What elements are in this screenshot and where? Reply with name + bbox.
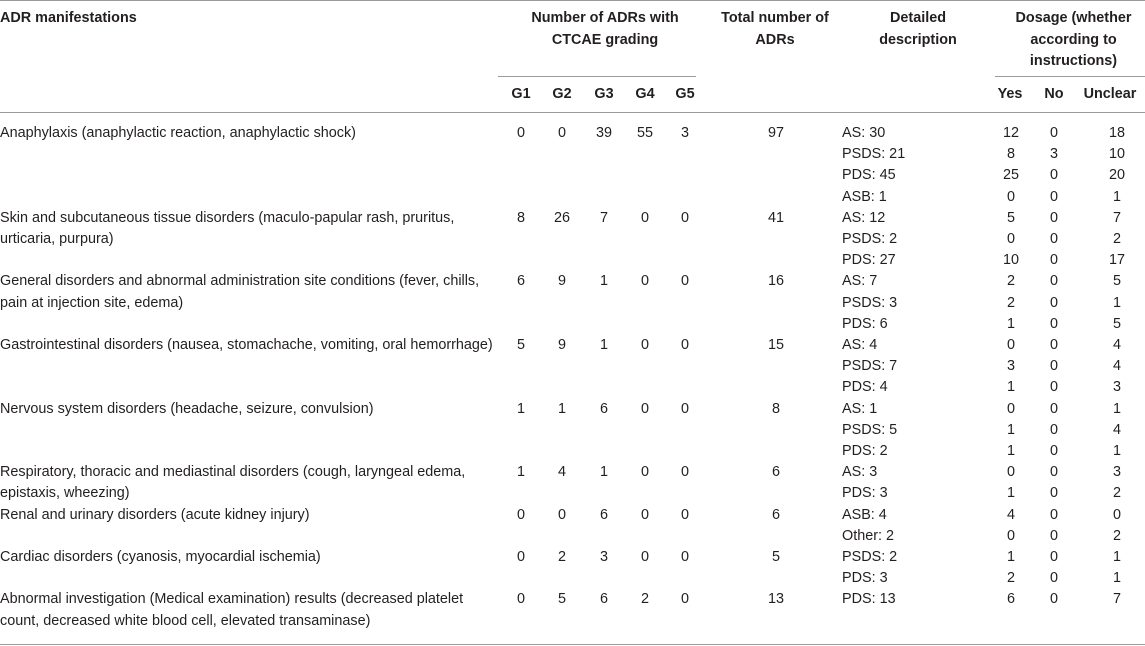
- adr-manifestation: Skin and subcutaneous tissue disorders (maculo-papular rash, pruritus, urticaria, purpura): [0, 209, 455, 247]
- grade-g5-count: 0: [680, 273, 689, 290]
- detailed-description: ASB: 1: [842, 188, 887, 205]
- detailed-description: AS: 30: [842, 125, 886, 141]
- detailed-description: PDS: 45: [842, 167, 896, 184]
- detailed-description: AS: 1: [842, 400, 878, 417]
- adr-manifestation: Respiratory, thoracic and mediastinal disorders (cough, laryngeal edema, epistaxis, wheezing): [0, 464, 466, 502]
- dosage-no-count: 0: [1049, 527, 1058, 544]
- dosage-no-count: 0: [1049, 252, 1058, 269]
- table-top-rule: [0, 0, 1145, 1]
- dosage-no-count: 0: [1049, 591, 1058, 608]
- dosage-no-count: 0: [1049, 485, 1058, 502]
- header-grade-g4: G4: [635, 86, 655, 102]
- dosage-unclear-count: 17: [1108, 252, 1125, 269]
- dosage-yes-count: 5: [1006, 209, 1015, 226]
- dosage-no-count: 0: [1049, 464, 1058, 481]
- grade-g2-count: 9: [557, 337, 566, 353]
- dosage-no-count: 0: [1049, 549, 1058, 565]
- adr-manifestation: Anaphylaxis (anaphylactic reaction, anaphylactic shock): [0, 125, 356, 141]
- grade-g5-count: 0: [680, 400, 689, 417]
- detailed-description: PSDS: 2: [842, 231, 898, 247]
- dosage-yes-count: 1: [1006, 315, 1015, 332]
- dosage-no-count: 0: [1049, 358, 1058, 375]
- dosage-unclear-count: 3: [1112, 464, 1121, 481]
- grade-g4-count: 2: [640, 591, 649, 608]
- grade-g4-count: 0: [640, 549, 649, 565]
- grade-g1-count: 0: [516, 549, 525, 565]
- grade-g5-count: 3: [680, 125, 689, 141]
- total-adr-count: 8: [771, 400, 780, 417]
- detailed-description: PDS: 2: [842, 443, 888, 459]
- header-total: Total number of ADRs: [721, 10, 829, 48]
- dosage-no-count: 0: [1049, 231, 1058, 247]
- dosage-yes-count: 8: [1006, 146, 1015, 163]
- dosage-yes-count: 12: [1002, 125, 1019, 141]
- dosage-unclear-count: 3: [1112, 379, 1121, 396]
- grade-g1-count: 8: [516, 209, 525, 226]
- dosage-no-count: 0: [1049, 570, 1058, 587]
- grade-g2-count: 5: [557, 591, 566, 608]
- detailed-description: PSDS: 7: [842, 358, 898, 375]
- dosage-yes-count: 2: [1006, 273, 1015, 290]
- dosage-unclear-count: 18: [1108, 125, 1125, 141]
- grade-g2-count: 2: [557, 549, 566, 565]
- grade-g3-count: 6: [599, 506, 608, 523]
- grade-g2-count: 9: [557, 273, 566, 290]
- grade-g4-count: 0: [640, 464, 649, 481]
- grade-g1-count: 0: [516, 125, 525, 141]
- dosage-unclear-count: 7: [1112, 209, 1121, 226]
- dosage-yes-count: 0: [1006, 188, 1015, 205]
- total-adr-count: 97: [767, 125, 784, 141]
- detailed-description: PDS: 27: [842, 252, 896, 269]
- dosage-unclear-count: 2: [1112, 527, 1121, 544]
- dosage-no-count: 0: [1049, 379, 1058, 396]
- grade-g5-count: 0: [680, 549, 689, 565]
- detailed-description: PDS: 13: [842, 591, 896, 608]
- grade-g1-count: 1: [516, 400, 525, 417]
- dosage-yes-count: 1: [1006, 421, 1015, 438]
- dosage-unclear-count: 7: [1112, 591, 1121, 608]
- adr-manifestation: Abnormal investigation (Medical examination) results (decreased platelet count, decreased white blood cell, elevated transaminase): [0, 591, 464, 629]
- grade-g3-count: 1: [599, 337, 608, 353]
- dosage-unclear-count: 2: [1112, 231, 1121, 247]
- dosage-no-count: 0: [1049, 315, 1058, 332]
- header-detailed-description: Detailed description: [879, 10, 957, 48]
- dosage-no-count: 0: [1049, 506, 1058, 523]
- grade-g5-count: 0: [680, 506, 689, 523]
- grade-g2-count: 4: [557, 464, 566, 481]
- dosage-unclear-count: 1: [1112, 443, 1121, 459]
- total-adr-count: 6: [771, 506, 780, 523]
- dosage-no-count: 0: [1049, 167, 1058, 184]
- dosage-yes-count: 4: [1006, 506, 1015, 523]
- grade-g1-count: 6: [516, 273, 525, 290]
- grade-g4-count: 0: [640, 506, 649, 523]
- detailed-description: AS: 12: [842, 209, 886, 226]
- detailed-description: AS: 7: [842, 273, 878, 290]
- total-adr-count: 16: [767, 273, 784, 290]
- dosage-no-count: 0: [1049, 209, 1058, 226]
- dosage-unclear-count: 4: [1112, 421, 1121, 438]
- header-grade-g3: G3: [594, 86, 614, 102]
- dosage-yes-count: 1: [1006, 443, 1015, 459]
- dosage-unclear-count: 4: [1112, 358, 1121, 375]
- dosage-no-count: 0: [1049, 443, 1058, 459]
- total-adr-count: 13: [767, 591, 784, 608]
- detailed-description: PSDS: 2: [842, 549, 898, 565]
- dosage-no-count: 0: [1049, 294, 1058, 311]
- grade-g5-count: 0: [680, 464, 689, 481]
- detailed-description: AS: 4: [842, 337, 878, 353]
- dosage-unclear-count: 5: [1112, 315, 1121, 332]
- total-adr-count: 15: [767, 337, 784, 353]
- dosage-no-count: 0: [1049, 421, 1058, 438]
- grade-g2-count: 0: [557, 125, 566, 141]
- grade-g5-count: 0: [680, 591, 689, 608]
- grade-g3-count: 3: [599, 549, 608, 565]
- grade-g1-count: 0: [516, 506, 525, 523]
- header-dosage-unclear: Unclear: [1083, 86, 1137, 102]
- dosage-yes-count: 0: [1006, 337, 1015, 353]
- dosage-unclear-count: 1: [1112, 549, 1121, 565]
- dosage-yes-count: 0: [1006, 464, 1015, 481]
- header-grade-g1: G1: [511, 86, 531, 102]
- grade-g3-count: 6: [599, 591, 608, 608]
- grade-g4-count: 0: [640, 209, 649, 226]
- header-dosage-group: Dosage (whether according to instructions): [1015, 10, 1132, 69]
- adr-manifestation: General disorders and abnormal administration site conditions (fever, chills, pain at injection site, edema): [0, 273, 480, 311]
- header-grade-g2: G2: [552, 86, 572, 102]
- table-bottom-rule: [0, 644, 1145, 645]
- dosage-yes-count: 1: [1006, 485, 1015, 502]
- grade-g3-count: 1: [599, 273, 608, 290]
- dosage-no-count: 0: [1049, 188, 1058, 205]
- dosage-unclear-count: 0: [1112, 506, 1121, 523]
- adr-manifestation: Cardiac disorders (cyanosis, myocardial ischemia): [0, 549, 321, 565]
- detailed-description: Other: 2: [842, 527, 894, 544]
- ctcae-group-rule: [498, 76, 696, 77]
- grade-g4-count: 0: [640, 337, 649, 353]
- header-ctcae-group: Number of ADRs with CTCAE grading: [531, 10, 679, 48]
- grade-g5-count: 0: [680, 209, 689, 226]
- grade-g1-count: 1: [516, 464, 525, 481]
- header-grade-g5: G5: [675, 86, 695, 102]
- dosage-yes-count: 0: [1006, 400, 1015, 417]
- adr-manifestation: Gastrointestinal disorders (nausea, stomachache, vomiting, oral hemorrhage): [0, 337, 493, 353]
- dosage-unclear-count: 1: [1112, 400, 1121, 417]
- dosage-yes-count: 0: [1006, 231, 1015, 247]
- total-adr-count: 6: [771, 464, 780, 481]
- dosage-unclear-count: 10: [1108, 146, 1125, 163]
- dosage-unclear-count: 20: [1108, 167, 1125, 184]
- dosage-yes-count: 6: [1006, 591, 1015, 608]
- dosage-yes-count: 1: [1006, 379, 1015, 396]
- detailed-description: PSDS: 21: [842, 146, 906, 163]
- grade-g2-count: 1: [557, 400, 566, 417]
- dosage-unclear-count: 1: [1112, 294, 1121, 311]
- header-adr-manifestations: ADR manifestations: [0, 10, 137, 26]
- detailed-description: PSDS: 5: [842, 421, 898, 438]
- header-dosage-no: No: [1044, 86, 1064, 102]
- dosage-yes-count: 25: [1002, 167, 1019, 184]
- dosage-no-count: 0: [1049, 273, 1058, 290]
- total-adr-count: 5: [771, 549, 780, 565]
- dosage-no-count: 0: [1049, 400, 1058, 417]
- grade-g3-count: 7: [599, 209, 608, 226]
- adr-manifestation: Nervous system disorders (headache, seizure, convulsion): [0, 400, 374, 417]
- grade-g4-count: 55: [636, 125, 653, 141]
- grade-g2-count: 0: [557, 506, 566, 523]
- dosage-unclear-count: 1: [1112, 188, 1121, 205]
- dosage-yes-count: 2: [1006, 294, 1015, 311]
- header-dosage-yes: Yes: [997, 86, 1023, 102]
- dosage-no-count: 0: [1049, 125, 1058, 141]
- total-adr-count: 41: [767, 209, 784, 226]
- dosage-yes-count: 0: [1006, 527, 1015, 544]
- dosage-unclear-count: 2: [1112, 485, 1121, 502]
- dosage-yes-count: 1: [1006, 549, 1015, 565]
- grade-g3-count: 6: [599, 400, 608, 417]
- dosage-yes-count: 3: [1006, 358, 1015, 375]
- adr-manifestation: Renal and urinary disorders (acute kidney injury): [0, 506, 310, 523]
- dosage-unclear-count: 1: [1112, 570, 1121, 587]
- detailed-description: AS: 3: [842, 464, 878, 481]
- detailed-description: PSDS: 3: [842, 294, 898, 311]
- detailed-description: PDS: 4: [842, 379, 888, 396]
- dosage-group-rule: [995, 76, 1145, 77]
- grade-g1-count: 0: [516, 591, 525, 608]
- dosage-yes-count: 10: [1002, 252, 1019, 269]
- detailed-description: ASB: 4: [842, 506, 887, 523]
- detailed-description: PDS: 3: [842, 485, 888, 502]
- dosage-unclear-count: 4: [1112, 337, 1121, 353]
- dosage-yes-count: 2: [1006, 570, 1015, 587]
- dosage-no-count: 3: [1049, 146, 1058, 163]
- grade-g3-count: 39: [595, 125, 612, 141]
- grade-g1-count: 5: [516, 337, 525, 353]
- detailed-description: PDS: 6: [842, 315, 888, 332]
- grade-g4-count: 0: [640, 273, 649, 290]
- detailed-description: PDS: 3: [842, 570, 888, 587]
- dosage-no-count: 0: [1049, 337, 1058, 353]
- grade-g3-count: 1: [599, 464, 608, 481]
- grade-g5-count: 0: [680, 337, 689, 353]
- header-bottom-rule: [0, 112, 1145, 113]
- grade-g2-count: 26: [553, 209, 570, 226]
- grade-g4-count: 0: [640, 400, 649, 417]
- dosage-unclear-count: 5: [1112, 273, 1121, 290]
